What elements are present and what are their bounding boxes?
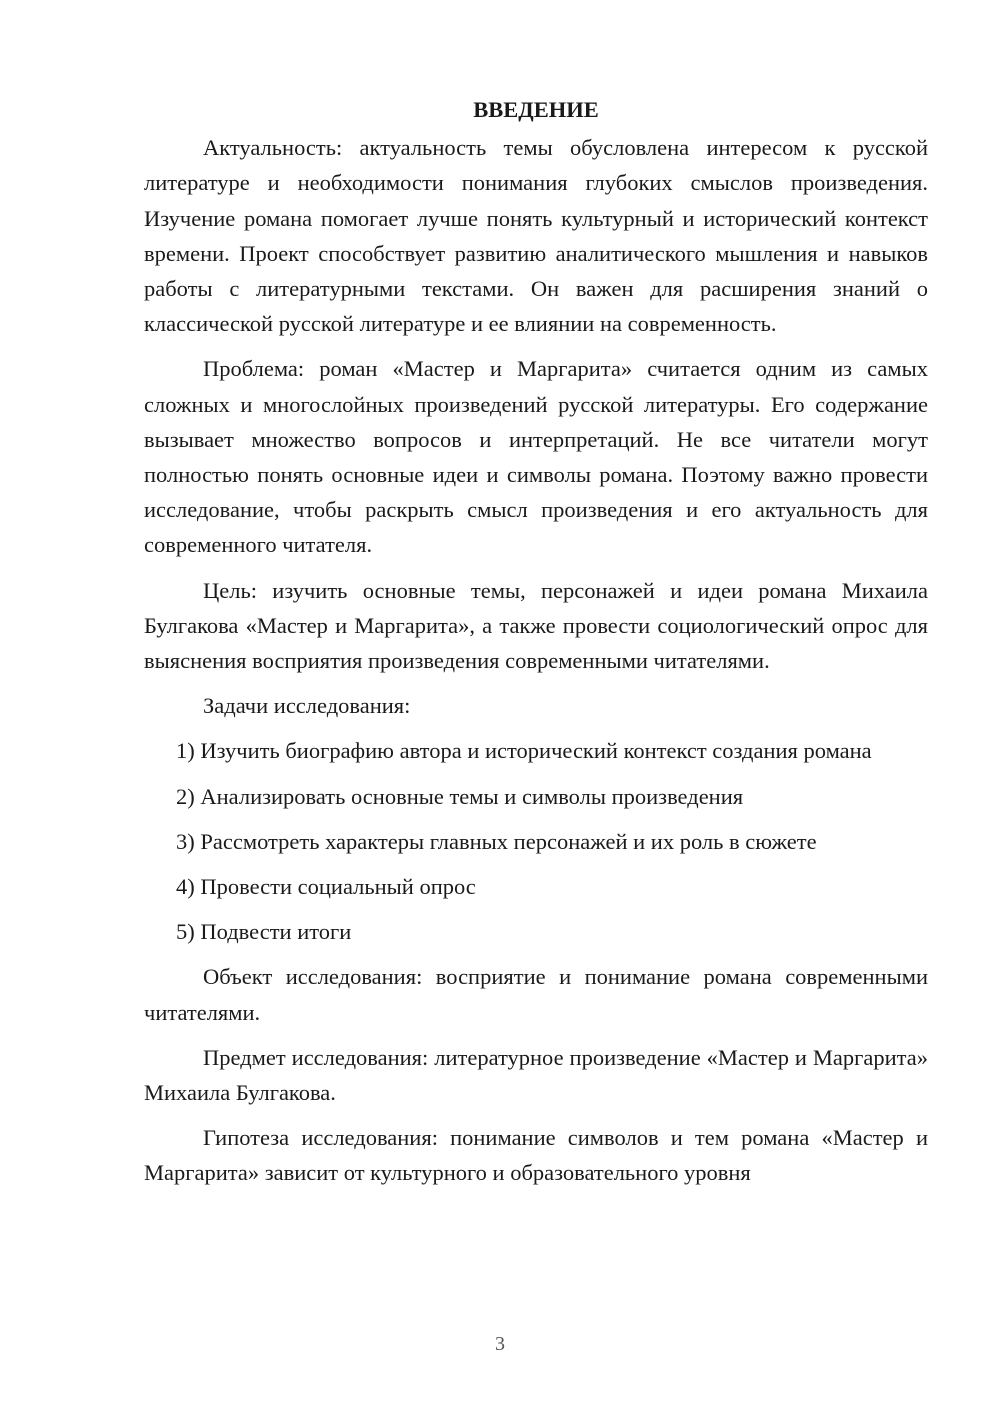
document-page (144, 92, 928, 1191)
paragraph-hypothesis: Гипотеза исследования: понимание символов и тем романа «Мастер и Маргарита» зависит от культурного и образовательного уровня (144, 1125, 928, 1186)
paragraph-goal: Цель: изучить основные темы, персонажей и идеи романа Михаила Булгакова «Мастер и Маргарита», а также провести социологический опрос для выяснения восприятия произведения современными читателями. (144, 577, 928, 674)
page-number: 3 (495, 1333, 505, 1355)
task-item: 1) Изучить биографию автора и исторический контекст создания романа (176, 738, 872, 764)
paragraph-relevance: Актуальность: актуальность темы обусловлена интересом к русской литературе и необходимости понимания глубоких смыслов произведения. Изучение романа помогает лучше понять культурный и исторический контекст времени. Проект способствует развитию аналитического мышления и навыков работы с литературными текстами. Он важен для расширения знаний о классической русской литературе и ее влиянии на современность. (144, 135, 928, 337)
task-item: 4) Провести социальный опрос (176, 874, 476, 900)
task-item: 5) Подвести итоги (176, 919, 352, 945)
paragraph-object: Объект исследования: восприятие и понимание романа современными читателями. (144, 964, 928, 1025)
task-item: 2) Анализировать основные темы и символы произведения (176, 783, 744, 809)
section-title: ВВЕДЕНИЕ (473, 97, 599, 122)
paragraph-problem: Проблема: роман «Мастер и Маргарита» считается одним из самых сложных и многослойных произведений русской литературы. Его содержание вызывает множество вопросов и интерпретаций. Не все читатели могут полностью понять основные идеи и символы романа. Поэтому важно провести исследование, чтобы раскрыть смысл произведения и его актуальность для современного читателя. (144, 356, 928, 558)
paragraph-subject: Предмет исследования: литературное произведение «Мастер и Маргарита» Михаила Булгакова. (144, 1044, 928, 1106)
tasks-heading: Задачи исследования: (203, 693, 411, 719)
task-item: 3) Рассмотреть характеры главных персонажей и их роль в сюжете (176, 828, 817, 854)
tasks-list (144, 733, 928, 949)
